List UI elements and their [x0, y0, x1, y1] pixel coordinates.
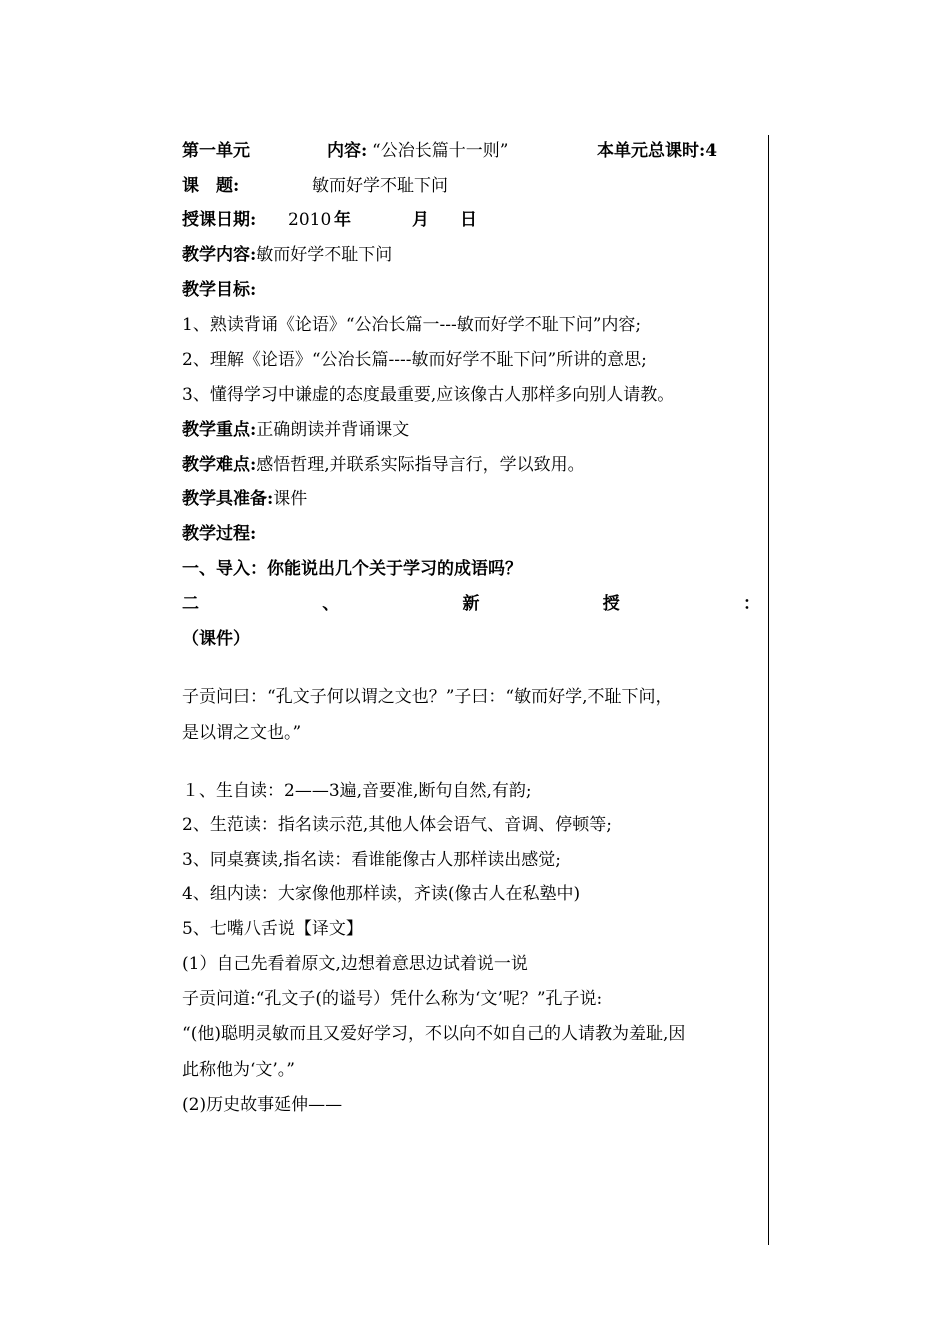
date-row: [182, 209, 477, 231]
content-label-2: 教学内容:: [182, 245, 257, 265]
difficulties-row: [182, 454, 585, 476]
process-step-intro: 一、导入：你能说出几个关于学习的成语吗？: [182, 559, 522, 579]
step2-char: ：: [743, 594, 760, 614]
topic-label-1: 课: [182, 176, 199, 196]
process-label: 教学过程:: [182, 524, 257, 544]
date-year-unit: 年: [334, 210, 351, 230]
materials-label: 教学具准备:: [182, 489, 274, 509]
difficulties-value: 感悟哲理,并联系实际指导言行，学以致用。: [256, 455, 585, 475]
unit-label: 第一单元: [182, 141, 250, 161]
quote-line: 是以谓之文也。”: [182, 723, 302, 743]
topic-row: [182, 175, 448, 197]
activity-item: 此称他为‘文’。”: [182, 1060, 295, 1080]
date-day-unit: 日: [460, 210, 477, 230]
activity-item: (2)历史故事延伸——: [182, 1095, 343, 1115]
topic-label-2: 题:: [216, 176, 240, 196]
quote-line: 子贡问曰：“孔文子何以谓之文也？”子曰：“敏而好学,不耻下问，: [182, 687, 673, 707]
content-value-2: 敏而好学不耻下问: [256, 245, 393, 265]
activity-item: 5、七嘴八舌说【译文】: [182, 919, 363, 939]
activity-item: 2、生范读：指名读示范,其他人体会语气、音调、停顿等;: [182, 815, 612, 835]
activity-item: (1）自己先看着原文,边想着意思边试着说一说: [182, 954, 528, 974]
process-step-new-lesson: [182, 593, 760, 615]
step2-char: 新: [462, 594, 480, 614]
difficulties-label: 教学难点:: [182, 455, 257, 475]
topic-value: 敏而好学不耻下问: [312, 176, 448, 196]
activity-item: 4、组内读：大家像他那样读，齐读(像古人在私塾中): [182, 884, 581, 904]
activity-item: １、生自读：2——3遍,音要准,断句自然,有韵;: [182, 781, 532, 801]
key-points-value: 正确朗读并背诵课文: [256, 420, 410, 440]
objectives-label: 教学目标:: [182, 280, 257, 300]
key-points-row: [182, 419, 409, 441]
activity-item: “(他)聪明灵敏而且又爱好学习，不以向不如自己的人请教为羞耻,因: [182, 1024, 686, 1044]
activity-item: 子贡问道:“孔文子(的谥号）凭什么称为‘文’呢？”孔子说:: [182, 989, 603, 1009]
date-year: 2010: [288, 210, 332, 230]
header-row: [182, 140, 718, 162]
objective-item: 3、懂得学习中谦虚的态度最重要,应该像古人那样多向别人请教。: [182, 385, 675, 405]
right-border-line: [768, 135, 769, 1245]
materials-row: [182, 488, 307, 510]
content-row: [182, 244, 392, 266]
step2-char: 二: [182, 594, 199, 614]
objective-item: 1、熟读背诵《论语》“公冶长篇一---敏而好学不耻下问”内容;: [182, 315, 642, 335]
date-month-unit: 月: [412, 210, 429, 230]
materials-value: 课件: [273, 489, 308, 509]
key-points-label: 教学重点:: [182, 420, 257, 440]
content-label: 内容:: [327, 141, 368, 161]
total-hours: 本单元总课时:4: [597, 141, 718, 161]
activity-item: 3、同桌赛读,指名读：看谁能像古人那样读出感觉;: [182, 850, 561, 870]
objective-item: 2、理解《论语》“公冶长篇----敏而好学不耻下问”所讲的意思;: [182, 350, 647, 370]
content-value: “公冶长篇十一则”: [372, 141, 509, 161]
courseware-label: （课件）: [182, 629, 250, 649]
step2-char: 授: [602, 594, 620, 614]
step2-char: 、: [322, 594, 340, 614]
date-label: 授课日期:: [182, 210, 257, 230]
